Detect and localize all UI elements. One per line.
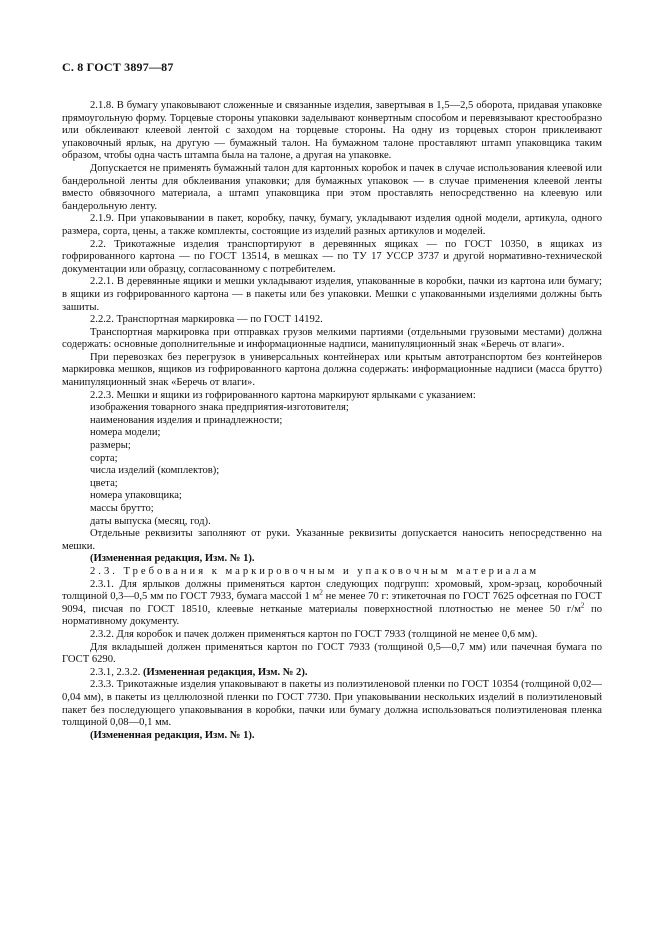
page-header: С. 8 ГОСТ 3897—87 (62, 60, 174, 74)
document-body (62, 100, 602, 742)
paragraph-2-1-8: 2.1.8. В бумагу упаковывают сложенные и связанные изделия, завертывая в 1,5—2,5 оборота, придавая упаковке прямоугольную форму. Торцевые стороны упаковки заделывают конвертным способом и перевязывают крестообразно или обклеивают клеевой лентой с заходом на торцевые стороны. На одну из торцевых сторон приклеивают упаковочный ярлык, на другую — бумажный талон. На бумажном талоне проставляют штамп упаковщика таким образом, чтобы одна часть штампа была на талоне, а другая на упаковке. (62, 100, 602, 162)
list-item: номера упаковщика; (90, 490, 182, 502)
paragraph-2-3-3: 2.3.3. Трикотажные изделия упаковывают в пакеты из полиэтиленовой пленки по ГОСТ 10354 (толщиной 0,02—0,04 мм), в пакеты из целлюлозной пленки по ГОСТ 7730. При упаковывании нескольких изделий в полиэтиленовый пакет без последующего упаковывания в коробки, пачки или бумагу должна использоваться полиэтиленовая пленка толщиной 0,08—0,1 мм. (62, 679, 602, 729)
paragraph-exception: Допускается не применять бумажный талон для картонных коробок и пачек в случае использования клеевой или бандерольной ленты для обклеивания упаковки; для бумажных упаковок — в случае применения клеевой ленты вместо обвязочного материала, а штамп упаковщика при этом проставлять непосредственно на клеевую или бандерольную ленту. (62, 162, 602, 212)
list-item: сорта; (90, 452, 118, 464)
paragraph-2-2-2: 2.2.2. Транспортная маркировка — по ГОСТ 14192. (90, 314, 323, 326)
paragraph-2-3-1 (62, 579, 602, 629)
paragraph-2-2-3: 2.2.3. Мешки и ящики из гофрированного картона маркируют ярлыками с указанием: (90, 389, 476, 401)
paragraph-inserts: Для вкладышей должен применяться картон по ГОСТ 7933 (толщиной 0,5—0,7 мм) или пачечная бумага по ГОСТ 6290. (62, 641, 602, 666)
text-run: по нормативному документу. (62, 603, 602, 628)
paragraph-2-1-9: 2.1.9. При упаковывании в пакет, коробку, пачку, бумагу, укладывают изделия одной модели, артикула, одного размера, сорта, цены, а также комплекты, состоящие из изделий разных артикулов и моделей. (62, 213, 602, 237)
edition-note-2 (62, 667, 602, 680)
list-item: числа изделий (комплектов); (90, 465, 220, 477)
paragraph-container-marking: При перевозках без перегрузок в универсальных контейнерах или крытым автотранспортом без контейнеров маркировка мешков, ящиков из гофрированного картона должна содержать: информационные надписи (масса брутто) манипуляционный знак «Беречь от влаги». (62, 351, 602, 389)
list-item: номера модели; (90, 427, 161, 439)
label-requisites-list (62, 402, 602, 528)
list-item: цвета; (90, 477, 118, 489)
text-run: 2.3.1. Для ярлыков должны применяться картон следующих подгрупп: хромовый, хром-эрзац, коробочный толщиной 0,3—0,5 мм по ГОСТ 7933, бумага массой 1 м (62, 578, 602, 603)
list-item: даты выпуска (месяц, год). (90, 515, 211, 527)
paragraph-2-2: 2.2. Трикотажные изделия транспортируют в деревянных ящиках — по ГОСТ 10350, в ящиках из гофрированного картона — по ГОСТ 13514, в мешках — по ТУ 17 УССР 3737 и другой нормативно-технической документации или образцу, согласованному с потребителем. (62, 238, 602, 275)
text-run: не менее 70 г: этикеточная по ГОСТ 7625 офсетная по ГОСТ 9094, писчая по ГОСТ 18510, клеевые нетканые материалы поверхностной плотностью не менее 50 г/м (62, 591, 602, 615)
edition-note-1: (Измененная редакция, Изм. № 1). (90, 553, 255, 565)
list-item: наименования изделия и принадлежности; (90, 414, 283, 426)
list-item: размеры; (90, 440, 131, 452)
section-2-3-heading: 2.3. Требования к маркировочным и упаковочным материалам (90, 565, 540, 577)
list-item: массы брутто; (90, 503, 154, 514)
paragraph-2-2-1: 2.2.1. В деревянные ящики и мешки укладывают изделия, упакованные в коробки, пачки из картона или бумагу; в ящики из гофрированного картона — в пакеты или без упаковки. Мешки с упакованными изделиями должны быть зашиты. (62, 276, 602, 313)
list-item: изображения товарного знака предприятия-изготовителя; (90, 402, 349, 414)
paragraph-transport-marking: Транспортная маркировка при отправках грузов мелкими партиями (отдельными грузовыми местами) должна содержать: основные дополнительные и информационные надписи, манипуляционный знак «Беречь от влаги». (62, 326, 602, 351)
superscript: 2 (580, 601, 585, 610)
paragraph-2-3-2: 2.3.2. Для коробок и пачек должен применяться картон по ГОСТ 7933 (толщиной не менее 0,6 мм). (90, 628, 538, 640)
paragraph-after-list: Отдельные реквизиты заполняют от руки. Указанные реквизиты допускается наносить непосредственно на мешки. (62, 528, 602, 552)
superscript: 2 (319, 588, 323, 597)
edition-note-1b: (Измененная редакция, Изм. № 1). (90, 729, 255, 741)
text-run: 2.3.1, 2.3.2. (90, 666, 143, 678)
text-run: (Измененная редакция, Изм. № 2). (142, 666, 308, 678)
